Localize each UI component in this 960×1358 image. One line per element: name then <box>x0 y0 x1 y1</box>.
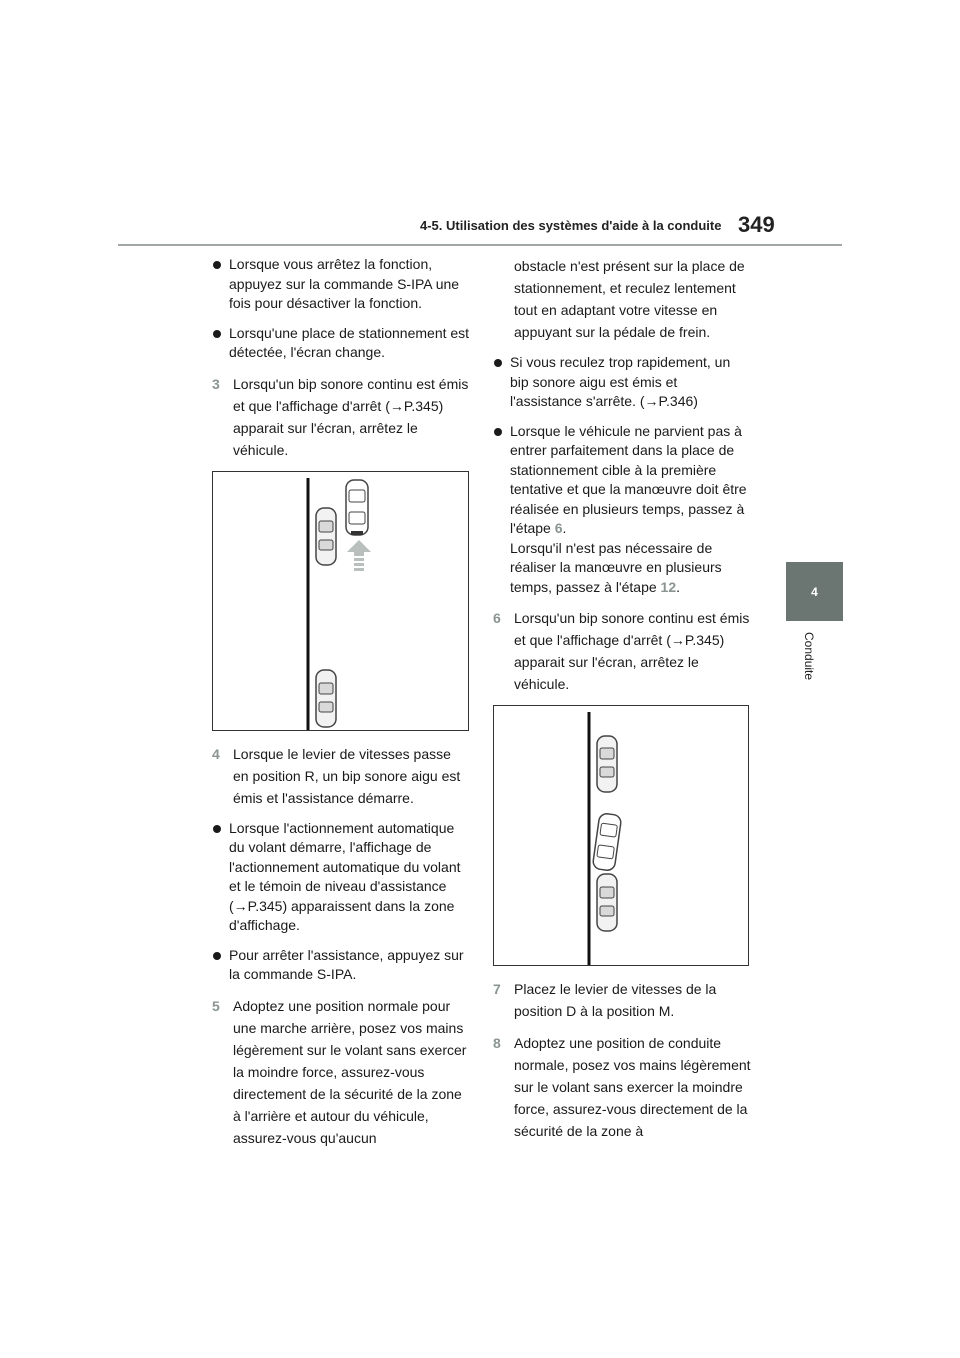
list-item: Si vous reculez trop rapidement, un bip sonore aigu est émis et l'assistance s'arrête. (→P.346) <box>493 353 751 412</box>
parked-car-icon <box>597 736 617 792</box>
left-column <box>212 255 470 1159</box>
parking-diagram-1 <box>213 472 468 730</box>
step-5-continued: obstacle n'est présent sur la place de stationnement, et reculez lentement tout en adaptant votre vitesse en appuyant sur la pédale de frein. <box>514 258 745 340</box>
step-3: 3 Lorsqu'un bip sonore continu est émis et que l'affichage d'arrêt (→P.345) apparait sur l'écran, arrêtez le véhicule. <box>212 373 470 461</box>
right-column <box>493 255 751 1152</box>
parked-car-icon <box>316 508 336 565</box>
bullet-icon <box>213 330 221 338</box>
step-5: 5 Adoptez une position normale pour une marche arrière, posez vos mains légèrement sur le volant sans exercer la moindre force, assurez-vous directement de la sécurité de la zone à l'arrière et autour du véhicule, assurez-vous qu'aucun <box>212 995 470 1149</box>
step-number: 3 <box>212 375 220 392</box>
parked-car-icon <box>316 670 336 727</box>
section-title: 4-5. Utilisation des systèmes d'aide à la conduite <box>420 218 722 233</box>
bullet-icon <box>213 952 221 960</box>
list-item: Lorsque le véhicule ne parvient pas à entrer parfaitement dans la place de stationnement cible à la première tentative et que la manœuvre doit être réalisée en plusieurs temps, passez à l'étape 6. Lorsqu'il n'est pas nécessaire de réaliser la manœuvre en plusieurs temps, passez à l'étape 12. <box>493 422 751 598</box>
list-item: Lorsque l'actionnement automatique du volant démarre, l'affichage de l'actionnement automatique du volant et le témoin de niveau d'assistance (→P.345) apparaissent dans la zone d'affichage. <box>212 819 470 936</box>
figure-parking-approach <box>212 471 469 731</box>
step-reference[interactable]: 12 <box>660 578 677 595</box>
bullet-icon <box>494 428 502 436</box>
step-8: 8 Adoptez une position de conduite normale, posez vos mains légèrement sur le volant sans exercer la moindre force, assurez-vous directement de la sécurité de la zone à <box>493 1032 751 1142</box>
chapter-tab[interactable]: 4 <box>786 562 843 621</box>
step-number: 7 <box>493 981 501 997</box>
arrow-up-icon <box>347 540 371 571</box>
step-number: 5 <box>212 997 220 1014</box>
step-reference[interactable]: 6 <box>554 520 563 536</box>
figure-parking-reverse <box>493 705 749 966</box>
parking-diagram-2 <box>494 706 748 965</box>
step-number: 4 <box>212 745 220 762</box>
moving-car-icon <box>346 480 368 535</box>
step-4: 4 Lorsque le levier de vitesses passe en position R, un bip sonore aigu est émis et l'assistance démarre. <box>212 743 470 809</box>
bullet-icon <box>213 825 221 833</box>
step-6: 6 Lorsqu'un bip sonore continu est émis et que l'affichage d'arrêt (→P.345) apparait sur l'écran, arrêtez le véhicule. <box>493 607 751 695</box>
step-number: 8 <box>493 1035 501 1051</box>
chapter-label: Conduite <box>802 632 816 681</box>
header-divider <box>118 244 842 246</box>
step-7: 7 Placez le levier de vitesses de la position D à la position M. <box>493 978 751 1022</box>
step-number: 6 <box>493 610 501 626</box>
page-number: 349 <box>738 212 775 237</box>
list-item: Lorsque vous arrêtez la fonction, appuyez sur la commande S-IPA une fois pour désactiver la fonction. <box>212 255 470 314</box>
bullet-icon <box>494 359 502 367</box>
parked-car-icon <box>597 874 617 931</box>
list-item: Pour arrêter l'assistance, appuyez sur la commande S-IPA. <box>212 946 470 985</box>
bullet-icon <box>213 261 221 269</box>
list-item: Lorsqu'une place de stationnement est détectée, l'écran change. <box>212 324 470 363</box>
reversing-car-icon <box>592 813 622 872</box>
